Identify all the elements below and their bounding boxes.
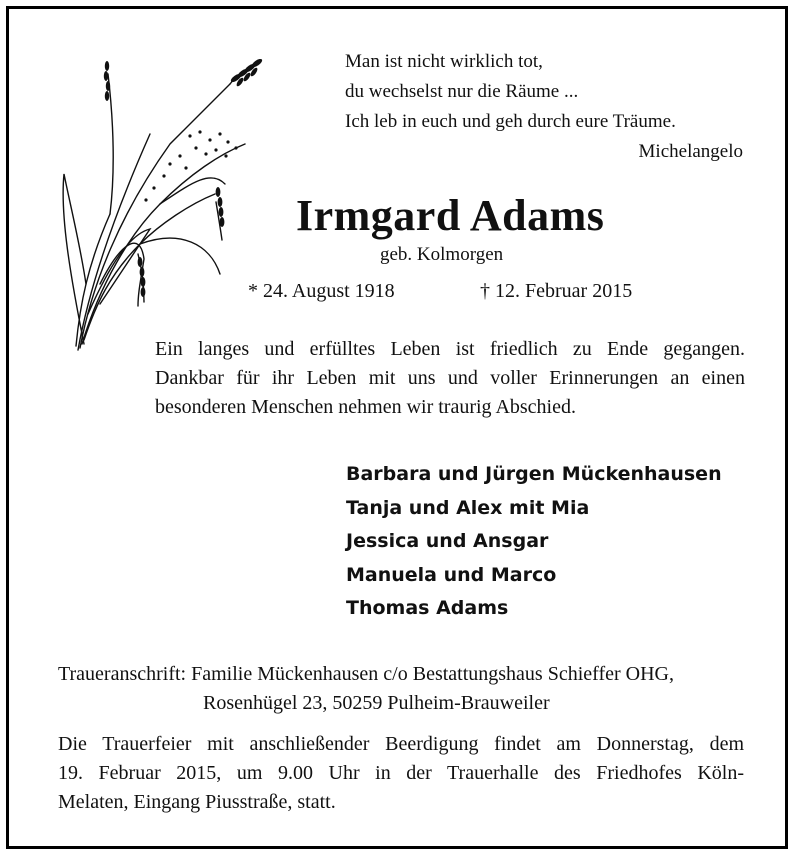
funeral-details	[58, 730, 744, 817]
address-line: Traueranschrift: Familie Mückenhausen c/o Bestattungshaus Schieffer OHG,	[58, 663, 674, 685]
mourner-name: Manuela und Marco	[346, 563, 557, 586]
address-line: Rosenhügel 23, 50259 Pulheim-Brauweiler	[203, 692, 550, 714]
mourning-address	[58, 660, 748, 718]
ceremony-line: Die Trauerfeier mit anschließender Beerdigung findet am Donnerstag, dem	[58, 733, 744, 755]
maiden-name: geb. Kolmorgen	[380, 244, 504, 265]
message-line: Dankbar für ihr Leben mit uns und voller Erinnerungen an einen	[155, 367, 745, 389]
deceased-name: Irmgard Adams	[296, 191, 605, 240]
mourner-name: Tanja und Alex mit Mia	[346, 496, 590, 519]
farewell-message	[155, 335, 745, 422]
mourners-list	[346, 458, 722, 626]
epigraph-line: du wechselst nur die Räume ...	[345, 81, 579, 102]
ceremony-line: Melaten, Eingang Piusstraße, statt.	[58, 791, 336, 813]
message-line: Ein langes und erfülltes Leben ist friedlich zu Ende gegangen.	[155, 338, 745, 360]
epigraph-line: Man ist nicht wirklich tot,	[345, 51, 543, 72]
mourner-name: Barbara und Jürgen Mückenhausen	[346, 463, 722, 485]
wheat-icon	[40, 44, 280, 364]
message-line: besonderen Menschen nehmen wir traurig Abschied.	[155, 396, 576, 418]
death-date: † 12. Februar 2015	[480, 280, 633, 302]
birth-date: * 24. August 1918	[248, 280, 395, 302]
ceremony-line: 19. Februar 2015, um 9.00 Uhr in der Trauerhalle des Friedhofes Köln-	[58, 762, 744, 784]
epigraph	[345, 47, 745, 167]
epigraph-author: Michelangelo	[638, 141, 743, 162]
mourner-name: Jessica und Ansgar	[346, 530, 549, 552]
mourner-name: Thomas Adams	[346, 597, 509, 619]
epigraph-line: Ich leb in euch und geh durch eure Träume.	[345, 111, 676, 132]
